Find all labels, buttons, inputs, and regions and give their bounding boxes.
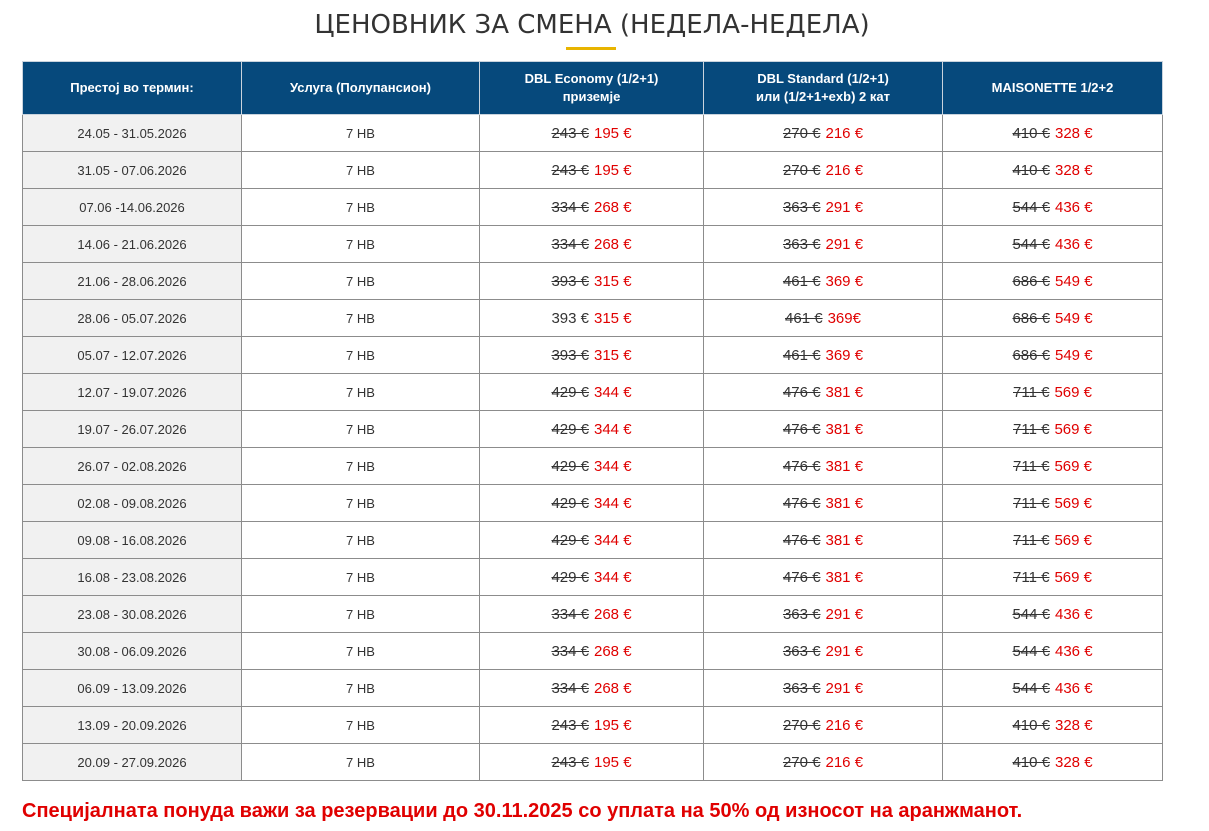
standard-price-cell	[704, 300, 943, 337]
standard-price-cell	[704, 633, 943, 670]
new-price: 569 €	[1054, 494, 1092, 512]
new-price: 381 €	[825, 568, 864, 586]
new-price: 381 €	[825, 420, 864, 438]
period-cell: 02.08 - 09.08.2026	[23, 485, 242, 522]
economy-price-cell	[480, 744, 704, 781]
old-price: 410 €	[1012, 716, 1050, 734]
service-cell: 7 НВ	[242, 115, 480, 152]
old-price: 686 €	[1012, 272, 1050, 290]
old-price: 544 €	[1012, 642, 1050, 660]
service-cell: 7 НВ	[242, 337, 480, 374]
period-cell: 16.08 - 23.08.2026	[23, 559, 242, 596]
old-price: 270 €	[782, 753, 821, 771]
old-price: 686 €	[1012, 346, 1050, 364]
new-price: 291 €	[825, 605, 864, 623]
new-price: 344 €	[594, 531, 632, 549]
service-cell: 7 НВ	[242, 226, 480, 263]
maisonette-price-cell	[943, 115, 1163, 152]
economy-price-cell	[480, 596, 704, 633]
standard-price-cell	[704, 522, 943, 559]
standard-price-cell	[704, 485, 943, 522]
old-price: 544 €	[1012, 198, 1050, 216]
standard-price-cell	[704, 411, 943, 448]
old-price: 429 €	[551, 531, 589, 549]
old-price: 270 €	[782, 124, 821, 142]
table-row	[23, 633, 1163, 670]
maisonette-price-cell	[943, 226, 1163, 263]
new-price: 315 €	[594, 346, 632, 364]
economy-price-cell	[480, 115, 704, 152]
new-price: 195 €	[594, 161, 632, 179]
new-price: 291 €	[825, 198, 864, 216]
table-row	[23, 411, 1163, 448]
standard-price-cell	[704, 707, 943, 744]
standard-price-cell	[704, 263, 943, 300]
table-row	[23, 300, 1163, 337]
old-price: 393 €	[551, 272, 589, 290]
table-row	[23, 596, 1163, 633]
old-price: 476 €	[782, 494, 821, 512]
old-price: 393 €	[551, 309, 589, 327]
header-standard: DBL Standard (1/2+1) или (1/2+1+exb) 2 кат	[704, 62, 943, 115]
new-price: 328 €	[1055, 753, 1093, 771]
maisonette-price-cell	[943, 448, 1163, 485]
new-price: 195 €	[594, 753, 632, 771]
service-cell: 7 НВ	[242, 522, 480, 559]
table-row	[23, 522, 1163, 559]
maisonette-price-cell	[943, 744, 1163, 781]
old-price: 243 €	[551, 753, 589, 771]
old-price: 686 €	[1012, 309, 1050, 327]
new-price: 549 €	[1055, 309, 1093, 327]
economy-price-cell	[480, 633, 704, 670]
old-price: 711 €	[1013, 531, 1050, 549]
new-price: 268 €	[594, 235, 632, 253]
table-row	[23, 152, 1163, 189]
period-cell: 09.08 - 16.08.2026	[23, 522, 242, 559]
maisonette-price-cell	[943, 189, 1163, 226]
new-price: 549 €	[1055, 272, 1093, 290]
table-row	[23, 374, 1163, 411]
service-cell: 7 НВ	[242, 263, 480, 300]
maisonette-price-cell	[943, 522, 1163, 559]
maisonette-price-cell	[943, 596, 1163, 633]
maisonette-price-cell	[943, 633, 1163, 670]
table-body	[23, 115, 1163, 781]
old-price: 711 €	[1013, 568, 1050, 586]
maisonette-price-cell	[943, 300, 1163, 337]
economy-price-cell	[480, 522, 704, 559]
period-cell: 23.08 - 30.08.2026	[23, 596, 242, 633]
period-cell: 30.08 - 06.09.2026	[23, 633, 242, 670]
new-price: 216 €	[825, 124, 864, 142]
old-price: 429 €	[551, 383, 589, 401]
new-price: 369€	[827, 309, 861, 327]
service-cell: 7 НВ	[242, 189, 480, 226]
maisonette-price-cell	[943, 263, 1163, 300]
old-price: 429 €	[551, 494, 589, 512]
old-price: 544 €	[1012, 679, 1050, 697]
new-price: 328 €	[1055, 161, 1093, 179]
old-price: 711 €	[1013, 420, 1050, 438]
old-price: 429 €	[551, 457, 589, 475]
old-price: 429 €	[551, 568, 589, 586]
maisonette-price-cell	[943, 152, 1163, 189]
new-price: 381 €	[825, 457, 864, 475]
service-cell: 7 НВ	[242, 448, 480, 485]
new-price: 344 €	[594, 420, 632, 438]
old-price: 334 €	[551, 235, 589, 253]
page-title: ЦЕНОВНИК ЗА СМЕНА (НЕДЕЛА-НЕДЕЛА)	[314, 10, 870, 40]
old-price: 363 €	[782, 642, 821, 660]
period-cell: 20.09 - 27.09.2026	[23, 744, 242, 781]
old-price: 711 €	[1013, 457, 1050, 475]
new-price: 268 €	[594, 642, 632, 660]
standard-price-cell	[704, 152, 943, 189]
new-price: 369 €	[825, 272, 864, 290]
new-price: 328 €	[1055, 124, 1093, 142]
service-cell: 7 НВ	[242, 152, 480, 189]
table-row	[23, 226, 1163, 263]
maisonette-price-cell	[943, 485, 1163, 522]
maisonette-price-cell	[943, 374, 1163, 411]
period-cell: 26.07 - 02.08.2026	[23, 448, 242, 485]
economy-price-cell	[480, 485, 704, 522]
header-maisonette: MAISONETTE 1/2+2	[943, 62, 1163, 115]
old-price: 363 €	[782, 235, 821, 253]
old-price: 476 €	[782, 531, 821, 549]
old-price: 461 €	[782, 272, 821, 290]
old-price: 334 €	[551, 642, 589, 660]
service-cell: 7 НВ	[242, 485, 480, 522]
new-price: 344 €	[594, 568, 632, 586]
economy-price-cell	[480, 300, 704, 337]
new-price: 381 €	[825, 494, 864, 512]
table-row	[23, 189, 1163, 226]
service-cell: 7 НВ	[242, 633, 480, 670]
new-price: 216 €	[825, 753, 864, 771]
maisonette-price-cell	[943, 670, 1163, 707]
economy-price-cell	[480, 189, 704, 226]
old-price: 334 €	[551, 679, 589, 697]
new-price: 569 €	[1054, 568, 1092, 586]
economy-price-cell	[480, 152, 704, 189]
economy-price-cell	[480, 559, 704, 596]
table-row	[23, 485, 1163, 522]
old-price: 410 €	[1012, 753, 1050, 771]
old-price: 243 €	[551, 124, 589, 142]
period-cell: 05.07 - 12.07.2026	[23, 337, 242, 374]
period-cell: 28.06 - 05.07.2026	[23, 300, 242, 337]
standard-price-cell	[704, 189, 943, 226]
old-price: 270 €	[782, 716, 821, 734]
old-price: 410 €	[1012, 124, 1050, 142]
new-price: 268 €	[594, 605, 632, 623]
standard-price-cell	[704, 596, 943, 633]
economy-price-cell	[480, 263, 704, 300]
new-price: 381 €	[825, 531, 864, 549]
maisonette-price-cell	[943, 707, 1163, 744]
old-price: 363 €	[782, 679, 821, 697]
new-price: 195 €	[594, 716, 632, 734]
old-price: 270 €	[782, 161, 821, 179]
new-price: 369 €	[825, 346, 864, 364]
new-price: 315 €	[594, 272, 632, 290]
economy-price-cell	[480, 374, 704, 411]
old-price: 393 €	[551, 346, 589, 364]
table-row	[23, 670, 1163, 707]
table-row	[23, 337, 1163, 374]
standard-price-cell	[704, 744, 943, 781]
old-price: 461 €	[785, 309, 823, 327]
old-price: 334 €	[551, 198, 589, 216]
old-price: 429 €	[551, 420, 589, 438]
old-price: 711 €	[1013, 494, 1050, 512]
standard-price-cell	[704, 337, 943, 374]
standard-price-cell	[704, 374, 943, 411]
new-price: 344 €	[594, 383, 632, 401]
economy-price-cell	[480, 226, 704, 263]
new-price: 344 €	[594, 457, 632, 475]
table-header-row	[23, 62, 1163, 115]
service-cell: 7 НВ	[242, 411, 480, 448]
old-price: 476 €	[782, 568, 821, 586]
new-price: 436 €	[1055, 679, 1093, 697]
old-price: 544 €	[1012, 605, 1050, 623]
maisonette-price-cell	[943, 337, 1163, 374]
table-row	[23, 263, 1163, 300]
table-row	[23, 559, 1163, 596]
old-price: 544 €	[1012, 235, 1050, 253]
period-cell: 13.09 - 20.09.2026	[23, 707, 242, 744]
price-table	[22, 61, 1163, 781]
new-price: 549 €	[1055, 346, 1093, 364]
period-cell: 12.07 - 19.07.2026	[23, 374, 242, 411]
service-cell: 7 НВ	[242, 596, 480, 633]
old-price: 476 €	[782, 420, 821, 438]
economy-price-cell	[480, 448, 704, 485]
table-row	[23, 448, 1163, 485]
period-cell: 14.06 - 21.06.2026	[23, 226, 242, 263]
old-price: 243 €	[551, 716, 589, 734]
old-price: 363 €	[782, 605, 821, 623]
standard-price-cell	[704, 448, 943, 485]
new-price: 291 €	[825, 235, 864, 253]
economy-price-cell	[480, 670, 704, 707]
maisonette-price-cell	[943, 411, 1163, 448]
new-price: 381 €	[825, 383, 864, 401]
new-price: 216 €	[825, 161, 864, 179]
table-row	[23, 744, 1163, 781]
new-price: 315 €	[594, 309, 632, 327]
economy-price-cell	[480, 707, 704, 744]
new-price: 268 €	[594, 198, 632, 216]
period-cell: 31.05 - 07.06.2026	[23, 152, 242, 189]
service-cell: 7 НВ	[242, 559, 480, 596]
standard-price-cell	[704, 115, 943, 152]
period-cell: 06.09 - 13.09.2026	[23, 670, 242, 707]
service-cell: 7 НВ	[242, 300, 480, 337]
header-period: Престој во термин:	[23, 62, 242, 115]
service-cell: 7 НВ	[242, 707, 480, 744]
table-row	[23, 707, 1163, 744]
old-price: 410 €	[1012, 161, 1050, 179]
old-price: 334 €	[551, 605, 589, 623]
old-price: 363 €	[782, 198, 821, 216]
economy-price-cell	[480, 411, 704, 448]
new-price: 344 €	[594, 494, 632, 512]
new-price: 328 €	[1055, 716, 1093, 734]
table-row	[23, 115, 1163, 152]
standard-price-cell	[704, 226, 943, 263]
period-cell: 24.05 - 31.05.2026	[23, 115, 242, 152]
standard-price-cell	[704, 559, 943, 596]
title-underline	[566, 47, 616, 50]
old-price: 243 €	[551, 161, 589, 179]
period-cell: 07.06 -14.06.2026	[23, 189, 242, 226]
new-price: 569 €	[1054, 457, 1092, 475]
old-price: 461 €	[782, 346, 821, 364]
new-price: 436 €	[1055, 198, 1093, 216]
service-cell: 7 НВ	[242, 374, 480, 411]
new-price: 436 €	[1055, 235, 1093, 253]
new-price: 268 €	[594, 679, 632, 697]
header-economy: DBL Economy (1/2+1) приземје	[480, 62, 704, 115]
new-price: 291 €	[825, 679, 864, 697]
service-cell: 7 НВ	[242, 670, 480, 707]
old-price: 476 €	[782, 383, 821, 401]
period-cell: 21.06 - 28.06.2026	[23, 263, 242, 300]
new-price: 569 €	[1054, 420, 1092, 438]
new-price: 569 €	[1054, 531, 1092, 549]
new-price: 291 €	[825, 642, 864, 660]
service-cell: 7 НВ	[242, 744, 480, 781]
header-service: Услуга (Полупансион)	[242, 62, 480, 115]
new-price: 436 €	[1055, 605, 1093, 623]
economy-price-cell	[480, 337, 704, 374]
new-price: 569 €	[1054, 383, 1092, 401]
old-price: 476 €	[782, 457, 821, 475]
new-price: 216 €	[825, 716, 864, 734]
old-price: 711 €	[1013, 383, 1050, 401]
special-offer-note: Специјалната понуда важи за резервации до 30.11.2025 со уплата на 50% од износот на аранжманот.	[22, 800, 1023, 822]
period-cell: 19.07 - 26.07.2026	[23, 411, 242, 448]
new-price: 195 €	[594, 124, 632, 142]
new-price: 436 €	[1055, 642, 1093, 660]
standard-price-cell	[704, 670, 943, 707]
maisonette-price-cell	[943, 559, 1163, 596]
